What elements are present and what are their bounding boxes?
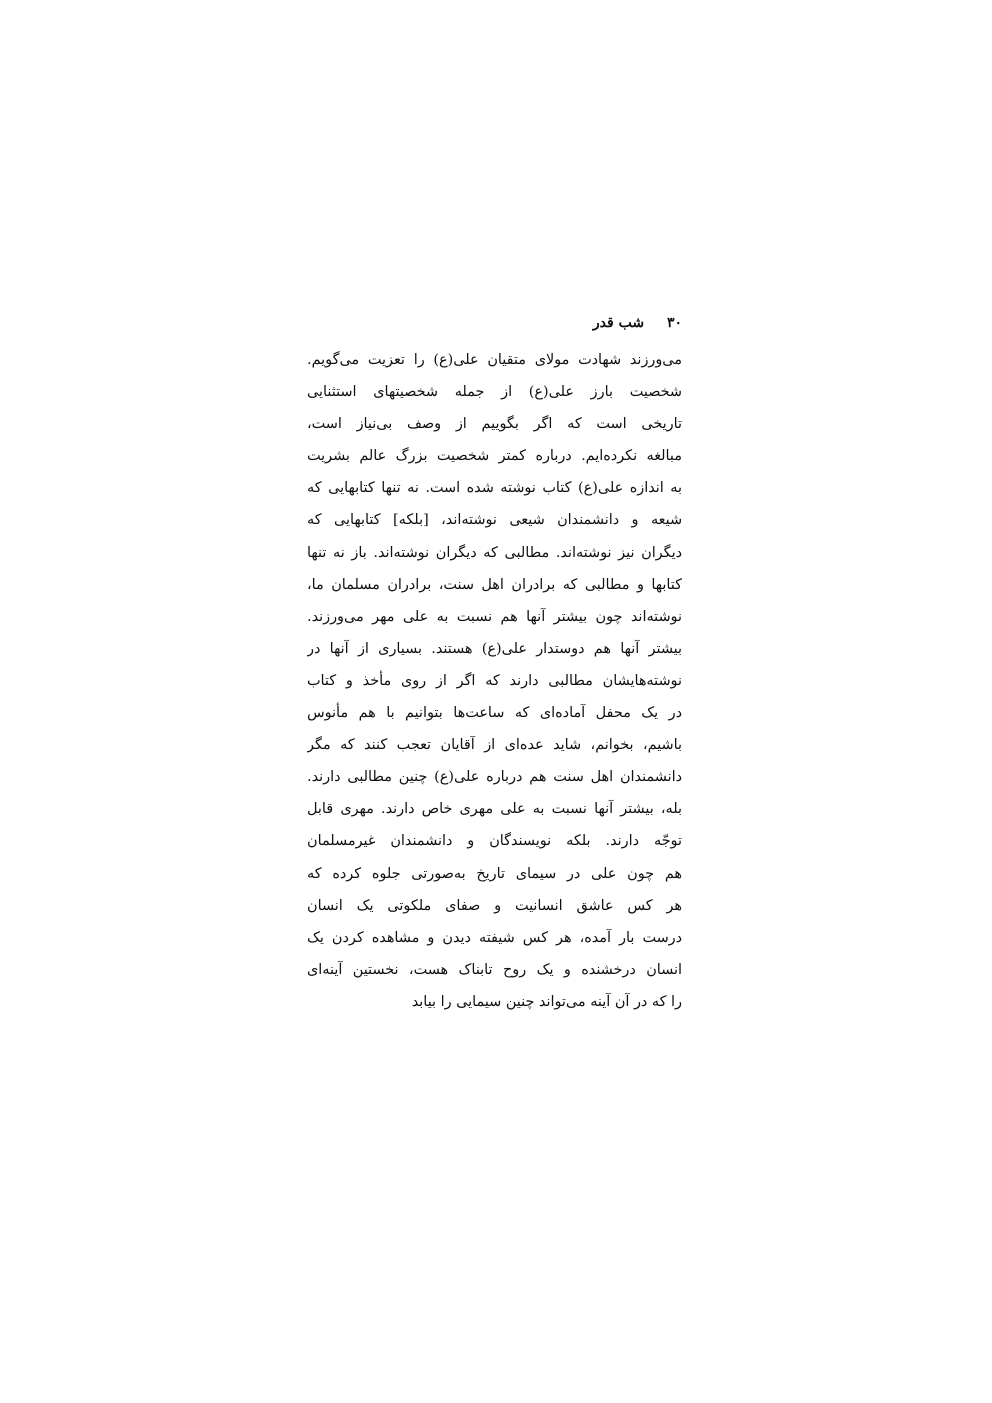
text-line: انسان درخشنده و یک روح تابناک هست، نخستین آینه‌ای <box>307 961 682 978</box>
text-line: شیعه و دانشمندان شیعی نوشته‌اند، [بلکه] کتابهایی که <box>307 512 682 529</box>
page-number: ۳۰ <box>666 315 682 331</box>
running-header <box>575 313 682 333</box>
text-line: تاریخی است که اگر بگوییم از وصف بی‌نیاز است، <box>307 416 682 433</box>
text-line: شخصیت بارز علی(ع) از جمله شخصیتهای استثنایی <box>307 384 682 401</box>
text-line: را که در آن آینه می‌تواند چنین سیمایی را بیابد <box>411 993 682 1010</box>
text-line: هر کس عاشق انسانیت و صفای ملکوتی یک انسان <box>307 897 682 914</box>
text-line: هم چون علی در سیمای تاریخ به‌صورتی جلوه کرده که <box>307 865 682 882</box>
text-line: باشیم، بخوانم، شاید عده‌ای از آقایان تعجب کنند که مگر <box>307 737 682 754</box>
text-line: مبالغه نکرده‌ایم. درباره کمتر شخصیت بزرگ عالم بشریت <box>307 448 682 465</box>
text-line: کتابها و مطالبی که برادران اهل سنت، برادران مسلمان ما، <box>307 576 682 593</box>
text-line: نوشته‌اند چون بیشتر آنها هم نسبت به علی مهر می‌ورزند. <box>307 608 682 625</box>
text-line: بله، بیشتر آنها نسبت به علی مهری خاص دارند. مهری قابل <box>307 801 682 818</box>
text-line: بیشتر آنها هم دوستدار علی(ع) هستند. بسیاری از آنها در <box>307 640 682 657</box>
text-line: دیگران نیز نوشته‌اند. مطالبی که دیگران نوشته‌اند. باز نه تنها <box>307 544 682 561</box>
book-title: شب قدر <box>592 315 645 331</box>
text-line: درست بار آمده، هر کس شیفته دیدن و مشاهده کردن یک <box>307 929 682 946</box>
text-line: می‌ورزند شهادت مولای متقیان علی(ع) را تعزیت می‌گویم. <box>307 352 682 368</box>
text-line: دانشمندان اهل سنت هم درباره علی(ع) چنین مطالبی دارند. <box>307 769 682 786</box>
text-line: به اندازه علی(ع) کتاب نوشته شده است. نه تنها کتابهایی که <box>307 480 682 497</box>
text-line: توجّه دارند. بلکه نویسندگان و دانشمندان غیرمسلمان <box>307 833 682 850</box>
body-text <box>307 344 682 1018</box>
text-line: نوشته‌هایشان مطالبی دارند که اگر از روی مأخذ و کتاب <box>307 672 682 689</box>
text-line: در یک محفل آماده‌ای که ساعت‌ها بتوانیم با هم مأنوس <box>307 705 682 722</box>
